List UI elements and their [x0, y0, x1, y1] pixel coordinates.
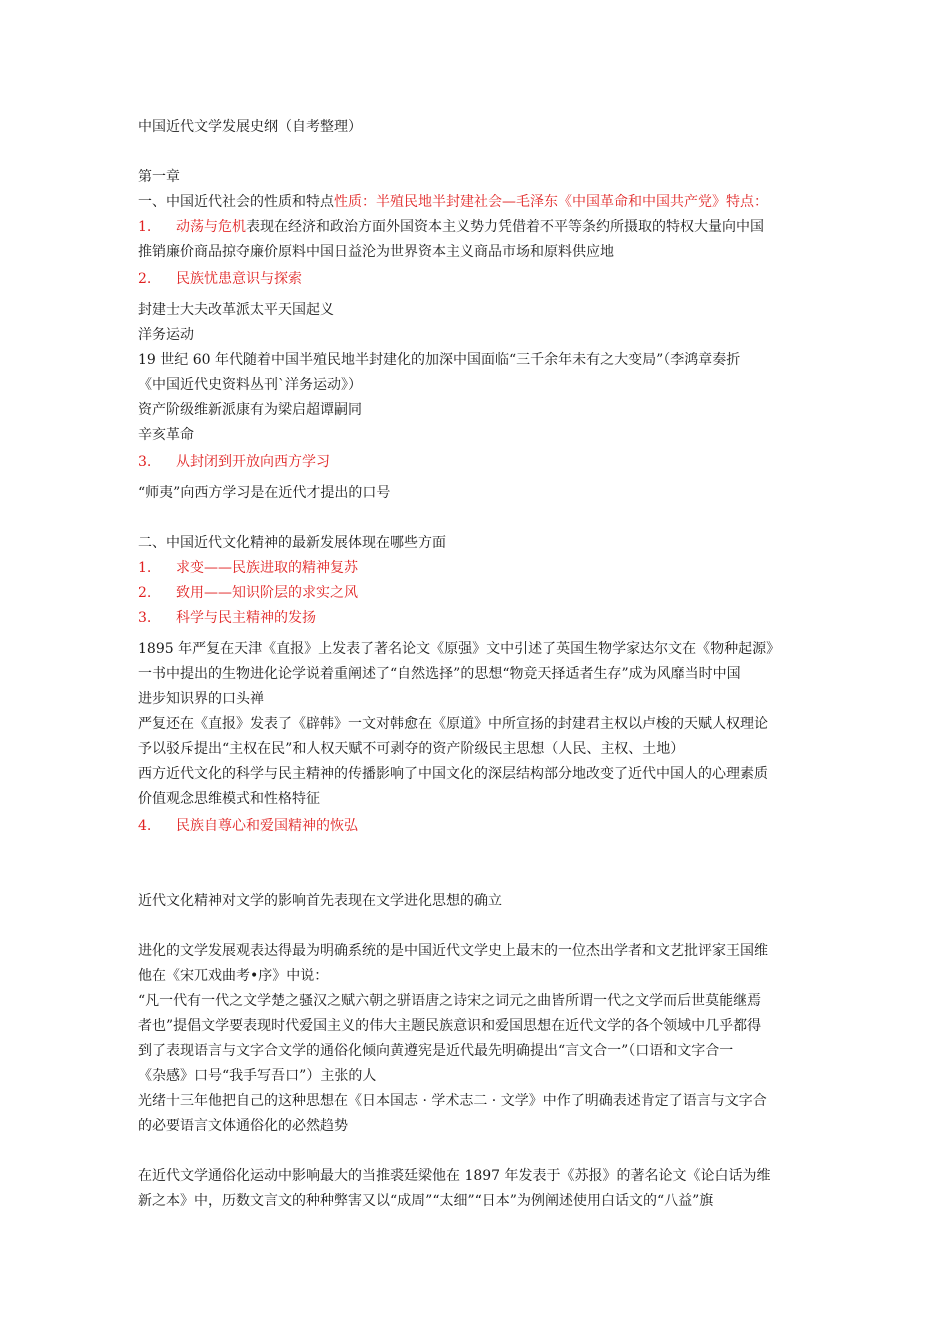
- section-2-item: [138, 581, 818, 606]
- list-number: 4.: [138, 818, 152, 834]
- paragraph: 严复还在《直报》发表了《辟韩》一文对韩愈在《原道》中所宣扬的封建君主权以卢梭的天赋人权理论: [138, 716, 768, 732]
- section-2-item-text: 科学与民主精神的发扬: [176, 610, 316, 626]
- list-item-1: [138, 215, 818, 240]
- list-number: 1.: [138, 219, 152, 235]
- section-1-heading-text: 一、中国近代社会的性质和特点: [138, 194, 334, 210]
- list-item-1-text: 表现在经济和政治方面外国资本主义势力凭借着不平等条约所摄取的特权大量向中国: [246, 219, 764, 235]
- list-item-3-keyword: 从封闭到开放向西方学习: [176, 454, 330, 470]
- paragraph: 予以驳斥提出“主权在民”和人权天赋不可剥夺的资产阶级民主思想（人民、主权、土地）: [138, 741, 685, 757]
- spacer: [138, 140, 818, 165]
- spacer: [138, 864, 818, 889]
- paragraph: 在近代文学通俗化运动中影响最大的当推裘廷梁他在 1897 年发表于《苏报》的著名论文《论白话为维: [138, 1168, 771, 1184]
- paragraph: 新之本》中，历数文言文的种种弊害又以“成周”“太细”“日本”为例阐述使用白话文的“八益”旗: [138, 1193, 714, 1209]
- list-number: 1.: [138, 560, 152, 576]
- paragraph: 他在《宋兀戏曲考•序》中说：: [138, 968, 329, 984]
- paragraph: 西方近代文化的科学与民主精神的传播影响了中国文化的深层结构部分地改变了近代中国人的心理素质: [138, 766, 768, 782]
- list-item-4: [138, 814, 818, 839]
- spacer: [138, 839, 818, 864]
- paragraph: 《杂感》口号“我手写吾口”）主张的人: [138, 1068, 377, 1084]
- paragraph: 近代文化精神对文学的影响首先表现在文学进化思想的确立: [138, 893, 502, 909]
- section-2-item: [138, 556, 818, 581]
- list-number: 3.: [138, 610, 152, 626]
- section-1-heading: [138, 190, 818, 215]
- paragraph: 光绪十三年他把自己的这种思想在《日本国志 · 学术志二 · 文学》中作了明确表述肯定了语言与文字合: [138, 1093, 767, 1109]
- spacer: [138, 914, 818, 939]
- paragraph: 到了表现语言与文字合文学的通俗化倾向黄遵宪是近代最先明确提出“言文合一”（口语和文字合一: [138, 1043, 734, 1059]
- list-item-4-keyword: 民族自尊心和爱国精神的恢弘: [176, 818, 358, 834]
- paragraph: 进步知识界的口头禅: [138, 691, 264, 707]
- section-2-item: [138, 606, 818, 631]
- list-number: 2.: [138, 585, 152, 601]
- paragraph: 19 世纪 60 年代随着中国半殖民地半封建化的加深中国面临“三千余年未有之大变局”（李鸿章奏折: [138, 352, 741, 368]
- paragraph: 的必要语言文体通俗化的必然趋势: [138, 1118, 348, 1134]
- paragraph: 1895 年严复在天津《直报》上发表了著名论文《原强》文中引述了英国生物学家达尔文在《物种起源》: [138, 641, 781, 657]
- list-item-2-keyword: 民族忧患意识与探索: [176, 271, 302, 287]
- spacer: [138, 506, 818, 531]
- list-number: 2.: [138, 271, 152, 287]
- list-item-3: [138, 450, 818, 475]
- document-page: [138, 115, 818, 1214]
- paragraph: “师夷”向西方学习是在近代才提出的口号: [138, 485, 391, 501]
- document-title: 中国近代文学发展史纲（自考整理）: [138, 119, 362, 135]
- paragraph: 进化的文学发展观表达得最为明确系统的是中国近代文学史上最末的一位杰出学者和文艺批评家王国维: [138, 943, 768, 959]
- paragraph: 者也”提倡文学要表现时代爱国主义的伟大主题民族意识和爱国思想在近代文学的各个领域中几乎都得: [138, 1018, 762, 1034]
- paragraph: 价值观念思维模式和性格特征: [138, 791, 320, 807]
- paragraph: 洋务运动: [138, 327, 194, 343]
- list-number: 3.: [138, 454, 152, 470]
- spacer: [138, 1139, 818, 1164]
- section-1-heading-highlight: 性质：半殖民地半封建社会—毛泽东《中国革命和中国共产党》特点：: [334, 194, 768, 210]
- chapter-heading: 第一章: [138, 169, 180, 185]
- paragraph: 一书中提出的生物进化论学说着重阐述了“自然选择”的思想“物竞天择适者生存”成为风靡当时中国: [138, 666, 741, 682]
- list-item-2: [138, 267, 818, 292]
- paragraph: 辛亥革命: [138, 427, 194, 443]
- paragraph-continuation: 《中国近代史资料丛刊`洋务运动》）: [138, 377, 362, 393]
- section-2-heading: 二、中国近代文化精神的最新发展体现在哪些方面: [138, 535, 446, 551]
- list-item-1-keyword: 动荡与危机: [176, 219, 246, 235]
- list-item-1-continuation: 推销廉价商品掠夺廉价原料中国日益沦为世界资本主义商品市场和原料供应地: [138, 244, 614, 260]
- paragraph: “凡一代有一代之文学楚之骚汉之赋六朝之骈语唐之诗宋之词元之曲皆所谓一代之文学而后世莫能继焉: [138, 993, 762, 1009]
- section-2-item-text: 求变——民族进取的精神复苏: [176, 560, 358, 576]
- section-2-item-text: 致用——知识阶层的求实之风: [176, 585, 358, 601]
- paragraph: 封建士大夫改革派太平天国起义: [138, 302, 334, 318]
- paragraph: 资产阶级维新派康有为梁启超谭嗣同: [138, 402, 362, 418]
